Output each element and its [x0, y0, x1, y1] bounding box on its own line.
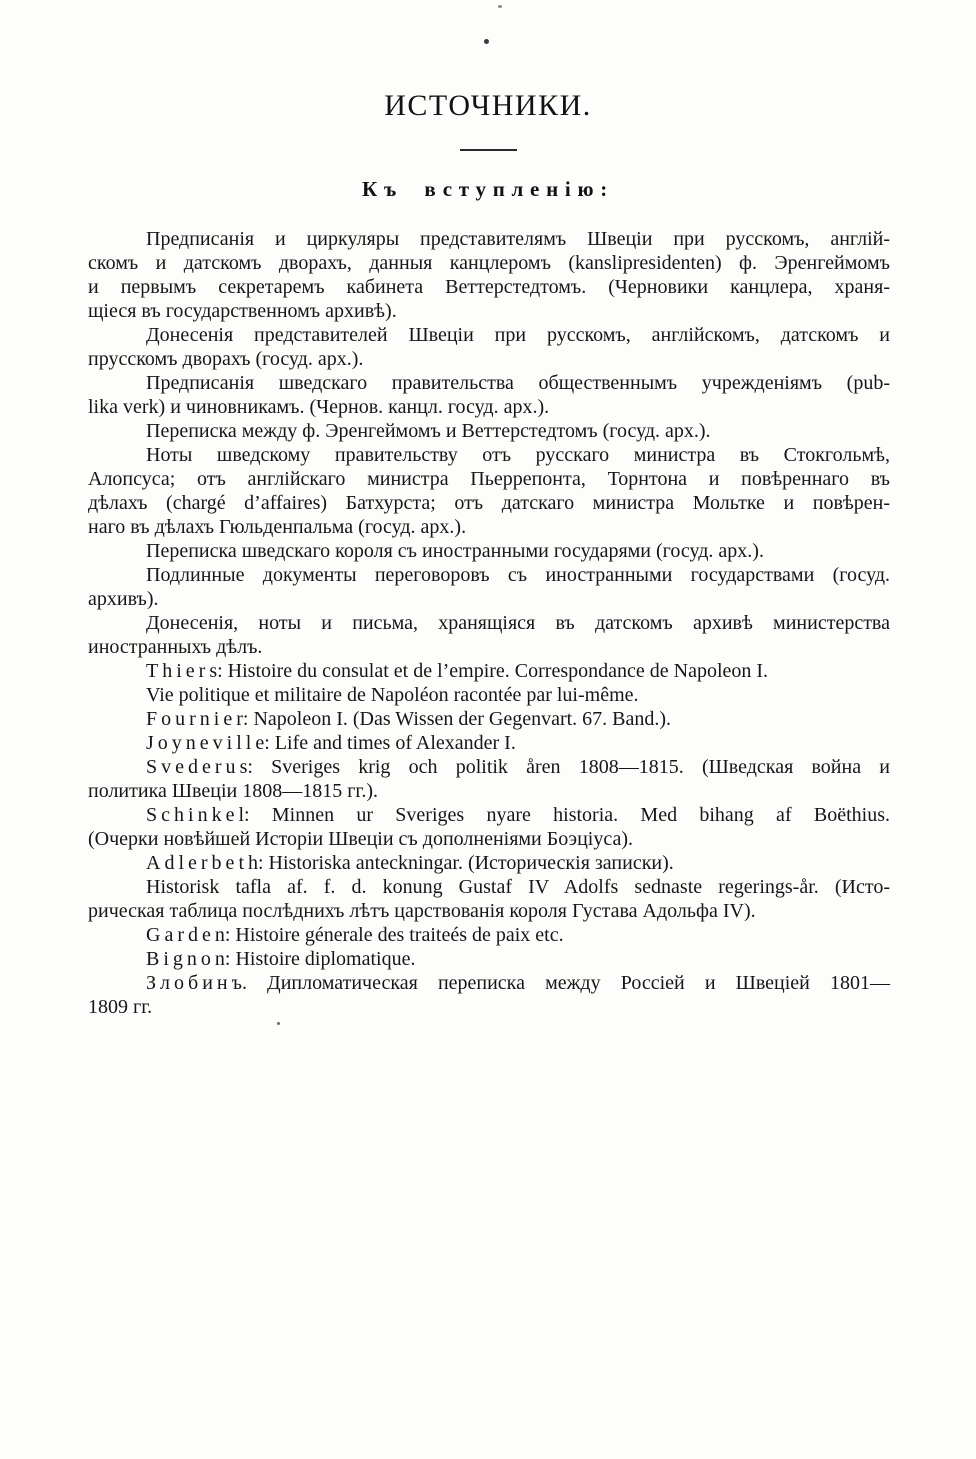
paragraph [88, 875, 890, 923]
paragraph [88, 419, 890, 443]
text-line: Донесенія, ноты и письма, хранящіяся въ датскомъ архивѣ министерства [146, 612, 890, 634]
text-line: J o y n e v i l l e: Life and times of Alexander I. [146, 732, 516, 754]
text-line: З л о б и н ъ. Дипломатическая переписка между Россіей и Швеціей 1801— [146, 972, 890, 994]
text-line: lika verk) и чиновникамъ. (Чернов. канцл. госуд. арх.). [88, 396, 550, 418]
paragraph [88, 707, 890, 731]
paragraph [88, 611, 890, 659]
paragraph [88, 803, 890, 851]
text-line: Предписанія шведскаго правительства общественнымъ учрежденіямъ (pub- [146, 372, 890, 394]
text-line: прусскомъ дворахъ (госуд. арх.). [88, 348, 364, 370]
paragraph [88, 971, 890, 1019]
text-line: 1809 гг. [88, 996, 153, 1018]
ink-speck [484, 39, 489, 44]
text-line: F o u r n i e r: Napoleon I. (Das Wissen der Gegenvart. 67. Band.). [146, 708, 672, 730]
paragraph [88, 323, 890, 371]
text-line: S v e d e r u s: Sveriges krig och politik åren 1808—1815. (Шведская война и [146, 756, 890, 778]
text-line: Предписанія и циркуляры представителямъ Швеціи при русскомъ, англій- [146, 228, 890, 250]
paragraph [88, 851, 890, 875]
text-line: Переписка шведскаго короля съ иностранными государями (госуд. арх.). [146, 540, 764, 562]
ink-speck [498, 5, 502, 8]
text-line: Ноты шведскому правительству отъ русскаго министра въ Стокгольмѣ, [146, 444, 890, 466]
text-line: Донесенія представителей Швеціи при русскомъ, англійскомъ, датскомъ и [146, 324, 890, 346]
paragraph [88, 947, 890, 971]
paragraph [88, 923, 890, 947]
paragraph [88, 683, 890, 707]
text-line: S c h i n k e l: Minnen ur Sveriges nyare historia. Med bihang af Boëthius. [146, 804, 890, 826]
text-line: и первымъ секретаремъ кабинета Веттерстедтомъ. (Черновики канцлера, храня- [88, 276, 890, 298]
paragraph [88, 539, 890, 563]
paragraph [88, 563, 890, 611]
text-line: Vie politique et militaire de Napoléon racontée par lui-même. [146, 684, 639, 706]
text-line: Алопсуса; отъ англійскаго министра Пьеррепонта, Торнтона и повѣреннаго въ [88, 468, 890, 490]
paragraph [88, 731, 890, 755]
text-line: Подлинные документы переговоровъ съ иностранными государствами (госуд. [146, 564, 890, 586]
text-line: Переписка между ф. Эренгеймомъ и Веттерстедтомъ (госуд. арх.). [146, 420, 711, 442]
text-line: T h i e r s: Histoire du consulat et de l’empire. Correspondance de Napoleon I. [146, 660, 769, 682]
title-divider-rule [460, 149, 517, 151]
paragraph [88, 443, 890, 539]
text-line: G a r d e n: Histoire génerale des traiteés de paix etc. [146, 924, 564, 946]
paragraph [88, 227, 890, 323]
paragraph [88, 371, 890, 419]
section-heading: Къ вступленію: [362, 177, 614, 201]
text-line: архивъ). [88, 588, 159, 610]
text-line: B i g n o n: Histoire diplomatique. [146, 948, 416, 970]
text-line: политика Швеціи 1808—1815 гг.). [88, 780, 379, 802]
text-line: скомъ и датскомъ дворахъ, данныя канцлеромъ (kanslipresidenten) ф. Эренгеймомъ [88, 252, 890, 274]
text-line: Historisk tafla af. f. d. konung Gustaf IV Adolfs sednaste regerings-år. (Исто- [146, 876, 890, 898]
text-line: иностранныхъ дѣлъ. [88, 636, 263, 658]
paragraph [88, 659, 890, 683]
text-line: щіеся въ государственномъ архивѣ). [88, 300, 397, 322]
ink-speck [277, 1022, 280, 1025]
text-line: дѣлахъ (chargé d’affaires) Батхурста; отъ датскаго министра Мольтке и повѣрен- [88, 492, 890, 514]
text-line: (Очерки новѣйшей Исторіи Швеціи съ дополненіями Боэціуса). [88, 828, 633, 850]
paragraph [88, 755, 890, 803]
text-line: рическая таблица послѣднихъ лѣтъ царствованія короля Густава Адольфа IV). [88, 900, 756, 922]
body-text [88, 227, 890, 1019]
text-line: наго въ дѣлахъ Гюльденпальма (госуд. арх.). [88, 516, 467, 538]
text-line: A d l e r b e t h: Historiska anteckningar. (Историческія записки). [146, 852, 674, 874]
page-title: ИСТОЧНИКИ. [384, 89, 592, 122]
